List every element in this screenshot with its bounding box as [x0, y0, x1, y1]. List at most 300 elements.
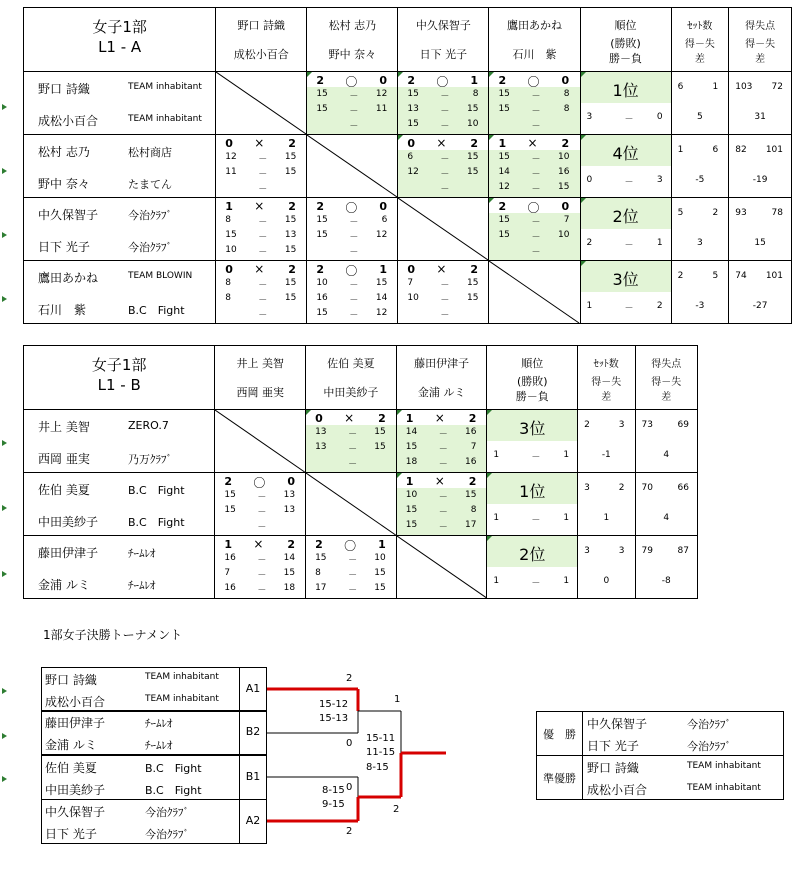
rank-header-line1: 順位 [521, 357, 544, 370]
match-sets-won: 2 [498, 200, 507, 213]
set-score-own: 15 [316, 308, 328, 318]
sets-lost: 3 [618, 420, 625, 430]
opponent-player2: 野中 奈々 [328, 48, 377, 61]
row-marker [2, 733, 7, 739]
set-score-own: 13 [315, 427, 327, 437]
set-score-own: 10 [405, 490, 418, 500]
set-score-own: 12 [498, 182, 510, 192]
set-score-own: 10 [407, 293, 419, 303]
opponent-player1: 佐伯 美夏 [327, 357, 375, 370]
match-result-mark: 〇 [344, 539, 357, 553]
set-score-own: 8 [315, 568, 321, 578]
losses-value: 3 [656, 175, 663, 185]
set-score-opp: 17 [464, 520, 477, 530]
match-sets-won: 2 [316, 200, 324, 213]
set-score-dash: － [531, 170, 541, 180]
match-result-mark: × [254, 136, 265, 150]
set-score-dash: － [257, 571, 267, 581]
set-score-dash: － [349, 281, 359, 291]
semi1-score: 15-13 [319, 713, 349, 724]
team-player2: 成松小百合 [38, 114, 99, 128]
league-subtitle: L1 - B [97, 376, 141, 394]
league-subtitle: L1 - A [98, 38, 142, 56]
points-header-line1: 得失点 [745, 21, 776, 32]
set-score-opp: 15 [466, 278, 479, 288]
set-score-own: 15 [315, 553, 327, 563]
set-score-opp: 15 [558, 182, 570, 192]
team-club2: TEAM inhabitant [128, 114, 202, 124]
set-score-dash: － [257, 523, 267, 533]
set-score-dash: － [258, 218, 268, 228]
sets-diff: 0 [603, 576, 610, 586]
set-score-dash: － [440, 122, 450, 132]
set-score-dash: － [349, 218, 359, 228]
set-score-dash: － [440, 185, 450, 195]
team-club1: TEAM BLOWIN [128, 271, 193, 281]
losses-value: 1 [563, 450, 570, 460]
points-diff: 4 [663, 513, 670, 523]
sets-diff: 5 [697, 112, 703, 122]
winner-label: 優 勝 [543, 727, 576, 741]
rank-value: 3位 [519, 419, 546, 438]
set-score-opp: 12 [375, 230, 388, 240]
points-lost: 101 [765, 145, 783, 155]
wins-value: 0 [586, 175, 593, 185]
set-score-opp: 15 [374, 583, 386, 593]
match-result-mark: × [434, 411, 445, 425]
team-player1: 松村 志乃 [38, 145, 90, 159]
match-sets-lost: 2 [378, 412, 386, 425]
runner-club1: TEAM inhabitant [687, 761, 761, 771]
set-score-dash: － [348, 430, 358, 440]
match-sets-won: 2 [224, 475, 233, 488]
match-sets-lost: 2 [468, 475, 477, 488]
sets-lost: 2 [712, 208, 719, 218]
wl-dash: － [624, 304, 634, 314]
row-marker [2, 104, 7, 110]
match-sets-lost: 0 [379, 74, 387, 87]
set-score-opp: 15 [283, 568, 296, 578]
team-player2: 石川 紫 [38, 303, 87, 317]
set-score-opp: 7 [470, 442, 477, 452]
set-score-opp: 13 [283, 505, 296, 515]
set-score-dash: － [531, 122, 541, 132]
match-result-mark: 〇 [527, 75, 540, 89]
set-score-own: 15 [316, 104, 328, 114]
match-sets-won: 0 [407, 137, 416, 150]
entry-club2: B.C Fight [145, 784, 202, 797]
set-score-opp: 15 [466, 152, 479, 162]
entry-club1: TEAM inhabitant [145, 672, 219, 682]
set-score-own: 15 [225, 230, 237, 240]
match-sets-won: 1 [224, 538, 233, 551]
set-score-dash: － [440, 296, 450, 306]
team-player2: 西岡 亜実 [38, 452, 90, 466]
losses-value: 1 [563, 576, 570, 586]
points-header-line3: 差 [755, 54, 766, 65]
set-score-own: 14 [405, 427, 418, 437]
team-player1: 佐伯 美夏 [38, 483, 90, 497]
set-score-own: 12 [407, 167, 419, 177]
match-sets-lost: 2 [468, 412, 477, 425]
set-score-own: 10 [316, 278, 328, 288]
row-marker [2, 776, 7, 782]
match-result-mark: 〇 [345, 201, 358, 215]
rank-value: 2位 [519, 545, 546, 564]
runner-player1: 野口 詩織 [587, 761, 639, 775]
opponent-player2: 成松小百合 [233, 48, 289, 61]
set-score-own: 15 [224, 490, 236, 500]
match-result-mark: × [436, 262, 447, 276]
set-score-opp: 15 [466, 104, 479, 114]
set-score-dash: － [257, 586, 267, 596]
sets-won: 3 [584, 483, 590, 493]
seed-label: B2 [245, 725, 261, 738]
set-score-dash: － [258, 281, 268, 291]
sets-lost: 5 [712, 271, 719, 281]
opponent-player2: 金浦 ルミ [417, 386, 466, 399]
set-score-dash: － [258, 311, 268, 321]
set-score-dash: － [438, 493, 448, 503]
set-score-own: 15 [405, 442, 418, 452]
team-club1: ﾁｰﾑﾚｵ [128, 547, 156, 560]
set-score-dash: － [258, 170, 268, 180]
rank-header-line2: (勝敗) [516, 375, 548, 388]
points-lost: 72 [771, 82, 783, 92]
rank-value: 4位 [612, 144, 639, 163]
set-score-dash: － [349, 233, 359, 243]
wins-value: 2 [586, 238, 593, 248]
rank-header-line3: 勝－負 [609, 52, 643, 65]
opponent-player2: 石川 紫 [512, 48, 557, 61]
wl-dash: － [624, 178, 634, 188]
rank-header-line3: 勝－負 [515, 390, 549, 403]
semi1-score: 15-12 [319, 699, 349, 710]
entry-player1: 佐伯 美夏 [45, 761, 97, 775]
set-score-opp: 16 [558, 167, 570, 177]
opponent-player2: 日下 光子 [419, 48, 468, 61]
sets-won: 3 [584, 546, 590, 556]
set-score-dash: － [258, 185, 268, 195]
points-won: 73 [641, 420, 653, 430]
points-lost: 69 [677, 420, 689, 430]
set-score-own: 11 [225, 167, 237, 177]
set-score-opp: 6 [381, 215, 388, 225]
set-score-own: 14 [498, 167, 510, 177]
semi1-bottom-sets: 0 [346, 738, 353, 749]
set-header-line2: 得－失 [684, 39, 715, 50]
set-score-dash: － [348, 556, 358, 566]
match-sets-won: 0 [315, 412, 323, 425]
set-score-own: 15 [316, 230, 328, 240]
entry-player2: 中田美紗子 [45, 783, 106, 797]
opponent-player2: 西岡 亜実 [236, 386, 284, 399]
set-score-own: 16 [224, 553, 236, 563]
entry-player1: 野口 詩織 [45, 673, 97, 687]
match-sets-won: 1 [225, 200, 233, 213]
match-sets-won: 2 [316, 74, 324, 87]
set-score-own: 15 [316, 89, 328, 99]
sets-lost: 1 [712, 82, 719, 92]
set-score-dash: － [348, 445, 358, 455]
match-sets-lost: 0 [379, 200, 387, 213]
set-score-opp: 15 [284, 245, 297, 255]
set-score-dash: － [440, 311, 450, 321]
set-score-dash: － [438, 523, 448, 533]
sets-won: 1 [677, 145, 684, 155]
set-score-opp: 15 [466, 167, 479, 177]
set-score-opp: 7 [563, 215, 570, 225]
set-score-own: 15 [405, 505, 418, 515]
set-score-own: 7 [407, 278, 414, 288]
set-score-opp: 12 [375, 89, 388, 99]
set-score-opp: 15 [374, 427, 386, 437]
set-score-dash: － [258, 155, 268, 165]
winner-club2: 今治ｸﾗﾌﾞ [687, 740, 731, 753]
semi1-winner-sets: 1 [394, 694, 401, 705]
wl-dash: － [531, 516, 541, 526]
points-diff: 4 [663, 450, 670, 460]
match-result-mark: × [254, 199, 265, 213]
set-header-line1: ｾｯﾄ数 [593, 359, 619, 370]
sets-won: 2 [677, 271, 684, 281]
set-score-dash: － [440, 170, 450, 180]
match-sets-won: 0 [407, 263, 416, 276]
set-header-line1: ｾｯﾄ数 [687, 21, 713, 32]
wl-dash: － [624, 241, 634, 251]
set-score-dash: － [438, 508, 448, 518]
entry-player1: 中久保智子 [45, 805, 106, 819]
set-score-own: 15 [498, 152, 510, 162]
set-score-dash: － [440, 107, 450, 117]
match-sets-lost: 2 [561, 137, 570, 150]
team-player1: 鷹田あかね [38, 271, 99, 285]
entry-player2: 日下 光子 [45, 827, 97, 841]
wins-value: 1 [493, 450, 500, 460]
entry-club2: 今治ｸﾗﾌﾞ [145, 828, 189, 841]
set-score-own: 8 [225, 293, 231, 303]
match-result-mark: 〇 [345, 264, 358, 278]
opponent-player1: 藤田伊津子 [414, 357, 470, 370]
set-score-dash: － [531, 107, 541, 117]
set-score-opp: 15 [374, 442, 386, 452]
points-lost: 78 [771, 208, 783, 218]
set-score-dash: － [348, 571, 358, 581]
set-score-own: 10 [225, 245, 237, 255]
set-score-opp: 16 [464, 427, 477, 437]
match-sets-lost: 1 [470, 74, 479, 87]
set-score-dash: － [440, 92, 450, 102]
points-won: 93 [735, 208, 747, 218]
set-score-dash: － [349, 122, 359, 132]
set-score-dash: － [438, 460, 448, 470]
wl-dash: － [531, 453, 541, 463]
wins-value: 1 [493, 576, 500, 586]
set-score-opp: 13 [284, 230, 297, 240]
opponent-player1: 中久保智子 [415, 19, 471, 32]
team-club1: 松村商店 [128, 146, 172, 159]
winner-player2: 日下 光子 [587, 739, 639, 753]
match-result-mark: 〇 [436, 75, 449, 89]
team-player1: 野口 詩織 [38, 82, 90, 96]
final-score: 15-11 [366, 733, 396, 744]
team-club2: 乃万ｸﾗﾌﾞ [128, 453, 172, 466]
semi1-top-sets: 2 [346, 673, 353, 684]
set-score-opp: 13 [283, 490, 296, 500]
points-diff: -19 [752, 175, 768, 185]
set-score-own: 13 [407, 104, 419, 114]
team-player2: 日下 光子 [38, 240, 90, 254]
set-score-dash: － [531, 218, 541, 228]
opponent-player1: 野口 詩織 [237, 19, 286, 32]
set-score-opp: 8 [563, 104, 570, 114]
set-score-opp: 16 [464, 457, 477, 467]
sets-won: 2 [584, 420, 590, 430]
set-score-opp: 14 [283, 553, 296, 563]
match-result-mark: × [253, 537, 264, 551]
runner-label: 準優勝 [543, 771, 576, 785]
set-score-opp: 10 [558, 230, 570, 240]
match-sets-lost: 2 [287, 538, 296, 551]
seed-label: A2 [245, 814, 261, 827]
opponent-player1: 井上 美智 [236, 357, 284, 370]
set-score-opp: 15 [284, 293, 297, 303]
rank-header-line2: (勝敗) [610, 37, 641, 50]
row-marker [2, 168, 7, 174]
set-score-own: 12 [225, 152, 237, 162]
seed-label: B1 [245, 770, 261, 783]
set-score-own: 15 [498, 230, 510, 240]
set-score-opp: 12 [375, 308, 388, 318]
winner-club1: 今治ｸﾗﾌﾞ [687, 718, 731, 731]
match-result-mark: 〇 [253, 476, 266, 490]
match-sets-won: 2 [407, 74, 416, 87]
runner-player2: 成松小百合 [587, 783, 648, 797]
team-club2: 今治ｸﾗﾌﾞ [128, 241, 172, 254]
semi2-score: 8-15 [322, 785, 345, 796]
points-header-line1: 得失点 [651, 359, 682, 370]
set-score-dash: － [531, 155, 541, 165]
set-score-own: 15 [498, 215, 510, 225]
set-score-own: 13 [315, 442, 327, 452]
set-score-own: 15 [407, 89, 419, 99]
points-won: 70 [641, 483, 653, 493]
match-sets-won: 0 [225, 263, 233, 276]
set-score-own: 15 [407, 119, 419, 129]
points-won: 79 [641, 546, 653, 556]
team-club2: B.C Fight [128, 516, 185, 529]
set-score-dash: － [348, 460, 358, 470]
set-score-own: 6 [407, 152, 414, 162]
entry-club2: ﾁｰﾑﾚｵ [145, 739, 173, 752]
set-score-opp: 15 [374, 568, 386, 578]
set-header-line2: 得－失 [591, 377, 622, 388]
semi2-bottom-sets: 2 [346, 826, 353, 837]
row-marker [2, 296, 7, 302]
points-header-line2: 得－失 [651, 377, 682, 388]
team-club1: B.C Fight [128, 484, 185, 497]
set-score-own: 15 [316, 215, 328, 225]
set-score-dash: － [531, 185, 541, 195]
set-score-own: 18 [405, 457, 418, 467]
row-marker [2, 232, 7, 238]
set-score-opp: 18 [283, 583, 296, 593]
match-result-mark: × [434, 474, 445, 488]
points-won: 74 [735, 271, 747, 281]
team-player2: 金浦 ルミ [38, 578, 90, 592]
rank-value: 2位 [612, 207, 639, 226]
losses-value: 1 [656, 238, 663, 248]
wl-dash: － [531, 579, 541, 589]
match-sets-lost: 2 [288, 137, 296, 150]
match-sets-lost: 2 [470, 137, 479, 150]
set-score-dash: － [440, 155, 450, 165]
match-sets-lost: 0 [561, 200, 570, 213]
set-score-opp: 14 [375, 293, 388, 303]
match-result-mark: × [254, 262, 265, 276]
wl-dash: － [624, 115, 634, 125]
runner-club2: TEAM inhabitant [687, 783, 761, 793]
match-result-mark: 〇 [527, 201, 540, 215]
set-score-own: 7 [224, 568, 231, 578]
set-score-opp: 8 [470, 505, 477, 515]
set-score-dash: － [258, 296, 268, 306]
points-header-line2: 得－失 [745, 39, 776, 50]
wins-value: 1 [493, 513, 500, 523]
row-marker [2, 505, 7, 511]
sets-diff: -3 [695, 301, 705, 311]
match-sets-won: 2 [316, 263, 324, 276]
losses-value: 2 [656, 301, 663, 311]
sets-lost: 6 [712, 145, 719, 155]
match-sets-lost: 1 [379, 263, 387, 276]
set-score-dash: － [438, 445, 448, 455]
entry-player1: 藤田伊津子 [45, 716, 106, 730]
match-result-mark: × [344, 411, 355, 425]
match-sets-lost: 2 [288, 263, 296, 276]
set-score-opp: 15 [464, 490, 477, 500]
row-marker [2, 571, 7, 577]
set-score-dash: － [349, 92, 359, 102]
sets-diff: -1 [601, 450, 611, 460]
row-marker [2, 440, 7, 446]
match-sets-lost: 0 [561, 74, 570, 87]
points-lost: 66 [677, 483, 689, 493]
match-sets-lost: 2 [470, 263, 479, 276]
set-score-own: 15 [224, 505, 236, 515]
set-score-opp: 8 [563, 89, 570, 99]
set-header-line3: 差 [694, 54, 705, 65]
set-score-dash: － [440, 281, 450, 291]
points-diff: -8 [661, 576, 671, 586]
entry-club1: B.C Fight [145, 762, 202, 775]
set-score-dash: － [257, 508, 267, 518]
match-sets-won: 0 [225, 137, 233, 150]
entry-club2: TEAM inhabitant [145, 694, 219, 704]
set-score-dash: － [438, 430, 448, 440]
team-player2: 中田美紗子 [38, 515, 99, 529]
set-score-opp: 15 [284, 167, 297, 177]
set-score-dash: － [531, 248, 541, 258]
set-score-own: 15 [405, 520, 418, 530]
match-result-mark: × [436, 136, 447, 150]
rank-value: 1位 [612, 81, 639, 100]
set-score-opp: 15 [284, 152, 297, 162]
set-score-opp: 8 [472, 89, 479, 99]
set-score-dash: － [349, 311, 359, 321]
rank-value: 3位 [612, 270, 639, 289]
set-header-line3: 差 [601, 392, 612, 403]
